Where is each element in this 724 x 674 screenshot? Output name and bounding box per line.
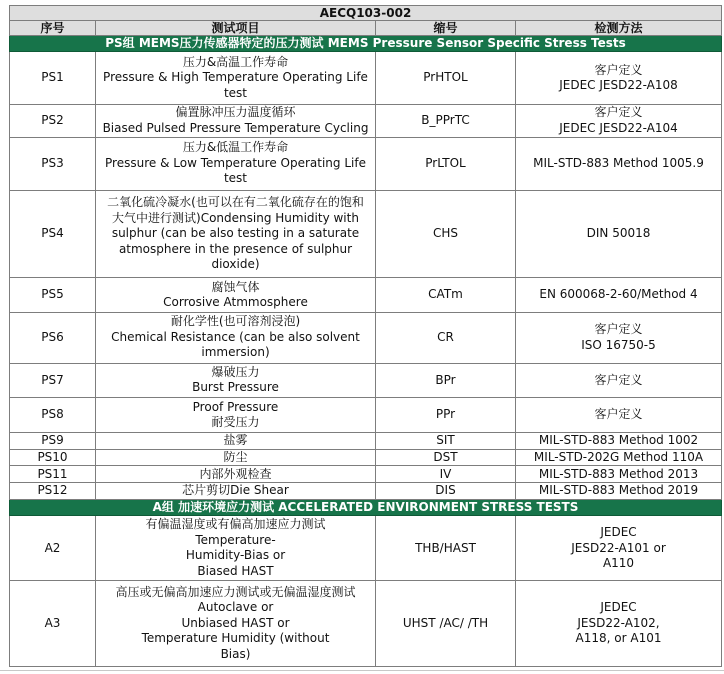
test-id: PS2 bbox=[10, 105, 96, 138]
table-row bbox=[10, 105, 722, 138]
table-row bbox=[10, 398, 722, 433]
test-item bbox=[96, 105, 376, 138]
test-code: PrHTOL bbox=[376, 52, 516, 105]
test-id: PS5 bbox=[10, 278, 96, 313]
test-method bbox=[516, 105, 722, 138]
test-item-line: 耐化学性(也可溶剂浸泡) bbox=[170, 314, 301, 329]
test-item-line: Chemical Resistance (can be also solvent bbox=[111, 329, 360, 344]
bottom-divider bbox=[0, 670, 724, 671]
test-item-line: Biased Pulsed Pressure Temperature Cycling bbox=[102, 120, 369, 135]
test-method-line: JEDEC bbox=[600, 600, 637, 615]
section-title-ps: PS组 MEMS压力传感器特定的压力测试 MEMS Pressure Sensor Specific Stress Tests bbox=[10, 36, 722, 52]
document-title: AECQ103-002 bbox=[10, 6, 722, 21]
test-method-line: JEDEC bbox=[600, 525, 637, 540]
header-method: 检测方法 bbox=[516, 21, 722, 36]
header-item: 测试项目 bbox=[96, 21, 376, 36]
test-method bbox=[516, 398, 722, 433]
test-item-line: 偏置脉冲压力温度循环 bbox=[175, 105, 296, 120]
test-item: 芯片剪切Die Shear bbox=[96, 483, 376, 500]
test-code: IV bbox=[376, 466, 516, 483]
test-code: BPr bbox=[376, 363, 516, 398]
test-method bbox=[516, 190, 722, 278]
table-row bbox=[10, 483, 722, 500]
table-row bbox=[10, 137, 722, 190]
test-method: MIL-STD-883 Method 2013 bbox=[516, 466, 722, 483]
test-code: DST bbox=[376, 449, 516, 466]
test-item-line: 压力&低温工作寿命 bbox=[182, 140, 289, 155]
test-method-line: JESD22-A102, bbox=[577, 615, 660, 630]
test-item-line: test bbox=[223, 171, 248, 186]
test-item: 盐雾 bbox=[96, 432, 376, 449]
test-item bbox=[96, 363, 376, 398]
test-method-line: 客户定义 bbox=[594, 62, 643, 77]
test-id: PS1 bbox=[10, 52, 96, 105]
test-item bbox=[96, 137, 376, 190]
test-code: CR bbox=[376, 312, 516, 363]
test-item: 内部外观检查 bbox=[96, 466, 376, 483]
test-method-line: JEDEC JESD22-A108 bbox=[559, 78, 678, 93]
test-method bbox=[516, 516, 722, 581]
test-method bbox=[516, 52, 722, 105]
test-item-line: Humidity-Bias or bbox=[185, 548, 286, 563]
table-row bbox=[10, 190, 722, 278]
test-item-line: Temperature Humidity (without bbox=[141, 631, 330, 646]
test-item-line: immersion) bbox=[201, 345, 270, 360]
test-id: A2 bbox=[10, 516, 96, 581]
table-row bbox=[10, 52, 722, 105]
test-id: PS3 bbox=[10, 137, 96, 190]
test-method bbox=[516, 581, 722, 667]
test-method bbox=[516, 137, 722, 190]
test-method: MIL-STD-202G Method 110A bbox=[516, 449, 722, 466]
table-row bbox=[10, 516, 722, 581]
test-item-line: sulphur (can be also testing in a saturate bbox=[111, 226, 360, 241]
test-item-line: 爆破压力 bbox=[211, 364, 260, 379]
test-method-line: 客户定义 bbox=[594, 322, 643, 337]
test-item bbox=[96, 516, 376, 581]
test-item-line: Proof Pressure bbox=[192, 399, 279, 414]
test-item-line: Biased HAST bbox=[197, 563, 274, 578]
test-code: UHST /AC/ /TH bbox=[376, 581, 516, 667]
test-id: PS6 bbox=[10, 312, 96, 363]
test-item bbox=[96, 52, 376, 105]
test-item-line: 二氧化硫冷凝水(也可以在有二氧化硫存在的饱和 bbox=[107, 195, 364, 210]
test-code: SIT bbox=[376, 432, 516, 449]
test-item-line: 有偏温湿度或有偏高加速应力测试 bbox=[145, 517, 326, 532]
test-item-line: dioxide) bbox=[211, 257, 260, 272]
test-item bbox=[96, 581, 376, 667]
test-item-line: Corrosive Atmmosphere bbox=[163, 295, 308, 309]
test-item-line: Autoclave or bbox=[197, 600, 274, 615]
test-method-line: 客户定义 bbox=[594, 105, 643, 120]
test-item-line: 高压或无偏高加速应力测试或无偏温湿度测试 bbox=[115, 584, 356, 599]
section-title-a: A组 加速环境应力测试 ACCELERATED ENVIRONMENT STRESS TESTS bbox=[10, 499, 722, 515]
test-code: CATm bbox=[376, 278, 516, 313]
test-item-line: Bias) bbox=[220, 646, 251, 661]
test-id: PS4 bbox=[10, 190, 96, 278]
test-code: B_PPrTC bbox=[376, 105, 516, 138]
test-code: THB/HAST bbox=[376, 516, 516, 581]
table-row bbox=[10, 449, 722, 466]
test-item-line: 大气中进行测试)Condensing Humidity with bbox=[112, 210, 359, 225]
test-method bbox=[516, 312, 722, 363]
test-method bbox=[516, 363, 722, 398]
test-method-line: MIL-STD-883 Method 1005.9 bbox=[533, 155, 704, 170]
document-title-row bbox=[10, 6, 722, 21]
test-id: PS10 bbox=[10, 449, 96, 466]
column-header-row bbox=[10, 21, 722, 36]
test-method-line: A110 bbox=[602, 556, 635, 571]
test-code: PPr bbox=[376, 398, 516, 433]
test-code: PrLTOL bbox=[376, 137, 516, 190]
test-item-line: Pressure & High Temperature Operating Life bbox=[103, 70, 368, 85]
test-id: PS9 bbox=[10, 432, 96, 449]
test-method-line: A118, or A101 bbox=[575, 631, 662, 646]
test-item bbox=[96, 312, 376, 363]
table-row bbox=[10, 363, 722, 398]
test-method-line: EN 600068-2-60/Method 4 bbox=[539, 287, 698, 302]
test-item: 防尘 bbox=[96, 449, 376, 466]
test-item-line: atmosphere in the presence of sulphur bbox=[118, 241, 353, 256]
test-method bbox=[516, 278, 722, 313]
table-row bbox=[10, 278, 722, 313]
section-header-row bbox=[10, 36, 722, 52]
section-header-row bbox=[10, 499, 722, 515]
header-no: 序号 bbox=[10, 21, 96, 36]
table-row bbox=[10, 432, 722, 449]
header-code: 缩号 bbox=[376, 21, 516, 36]
test-id: PS11 bbox=[10, 466, 96, 483]
table-row bbox=[10, 581, 722, 667]
test-item-line: Pressure & Low Temperature Operating Life bbox=[105, 155, 366, 170]
test-method-line: JESD22-A101 or bbox=[571, 540, 666, 555]
test-item-line: Burst Pressure bbox=[192, 380, 279, 395]
test-method-line: 客户定义 bbox=[594, 372, 643, 387]
test-method-line: ISO 16750-5 bbox=[581, 337, 656, 352]
test-standard-table-container bbox=[9, 5, 721, 667]
table-row bbox=[10, 466, 722, 483]
test-item bbox=[96, 278, 376, 313]
test-method: MIL-STD-883 Method 2019 bbox=[516, 483, 722, 500]
table-row bbox=[10, 312, 722, 363]
test-item bbox=[96, 398, 376, 433]
test-method-line: JEDEC JESD22-A104 bbox=[559, 120, 678, 135]
test-item-line: 耐受压力 bbox=[211, 415, 260, 430]
test-id: A3 bbox=[10, 581, 96, 667]
test-item bbox=[96, 190, 376, 278]
test-id: PS8 bbox=[10, 398, 96, 433]
test-code: CHS bbox=[376, 190, 516, 278]
test-item-line: Temperature- bbox=[195, 532, 276, 547]
test-code: DIS bbox=[376, 483, 516, 500]
test-method-line: DIN 50018 bbox=[586, 226, 651, 241]
test-method: MIL-STD-883 Method 1002 bbox=[516, 432, 722, 449]
test-id: PS12 bbox=[10, 483, 96, 500]
aecq103-test-table bbox=[9, 5, 722, 667]
test-item-line: 压力&高温工作寿命 bbox=[182, 54, 289, 69]
test-item-line: test bbox=[223, 85, 248, 100]
test-id: PS7 bbox=[10, 363, 96, 398]
test-method-line: 客户定义 bbox=[594, 407, 643, 422]
test-item-line: 腐蚀气体 bbox=[211, 279, 260, 294]
test-item-line: Unbiased HAST or bbox=[181, 615, 290, 630]
